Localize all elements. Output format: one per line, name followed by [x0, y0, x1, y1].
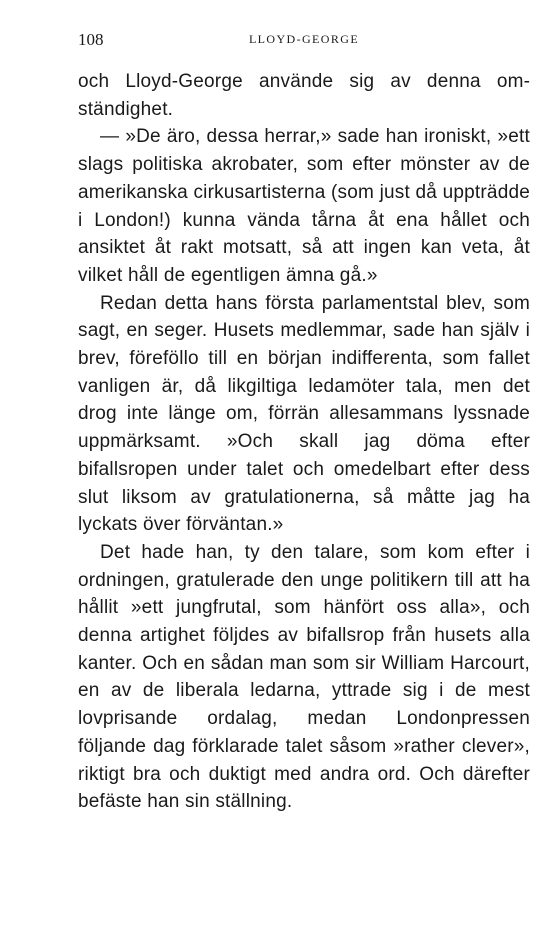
- paragraph: — »De äro, dessa herrar,» sade han ironiskt, »ett slags politiska akrobater, som efter mönster av de amerikanska cirkusartisterna (som just då uppträdde i London!) kunna vända tårna åt ena hållet och ansiktet åt rakt motsatt, så att ingen kan veta, åt vilket håll de egentligen ämna gå.»: [78, 126, 530, 286]
- body-text: [78, 68, 530, 816]
- page-header: [78, 30, 530, 54]
- paragraph: Det hade han, ty den talare, som kom efter i ordningen, gratulerade den unge politikern till att ha hållit »ett jungfrutal, som hänfört oss alla», och denna artighet följdes av bifallsrop från husets alla kanter. Och en sådan man som sir William Harcourt, en av de liberala ledarna, yttrade sig i de mest lovprisande ordalag, medan Londonpressen följande dag förklarade talet såsom »rather clever», riktigt bra och duktigt med andra ord. Och därefter befäste han sin ställning.: [78, 541, 530, 813]
- paragraph: Redan detta hans första parlamentstal blev, som sagt, en seger. Husets medlemmar, sade han själv i brev, föreföllo till en början indifferenta, som fallet vanligen är, då likgiltiga ledamöter tala, men det drog inte länge om, förrän allesammans lyssnade uppmärksamt. »Och skall jag döma efter bifallsropen under talet och omedelbart efter dess slut liksom av gratulationerna, så måtte jag ha lyckats över förväntan.»: [78, 292, 530, 536]
- page-number: 108: [78, 30, 104, 49]
- running-head: LLOYD-GEORGE: [248, 32, 360, 46]
- paragraph: och Lloyd-George använde sig av denna omständighet.: [78, 71, 530, 120]
